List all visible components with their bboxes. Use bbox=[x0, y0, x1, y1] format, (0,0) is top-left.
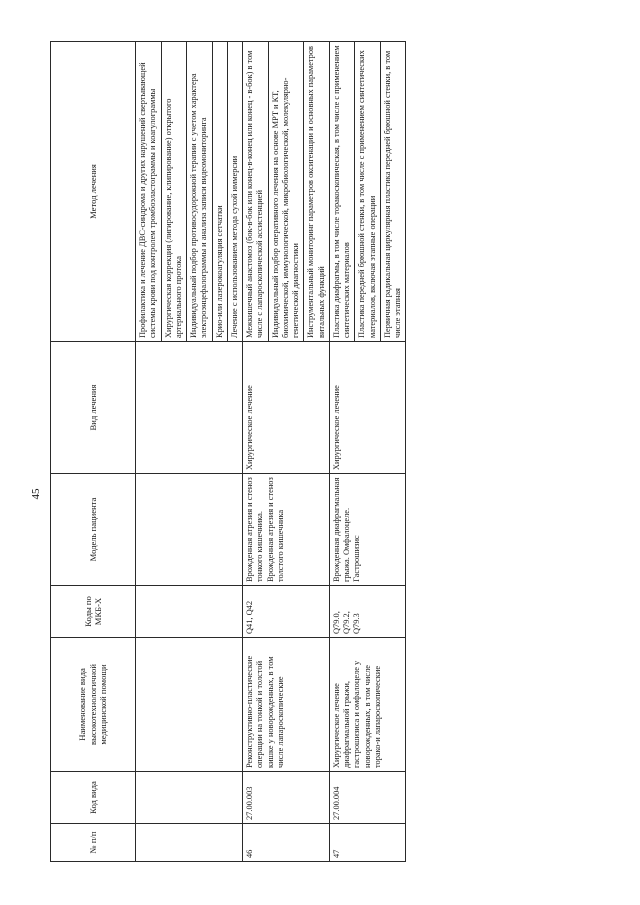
method-item: Индивидуальный подбор противосудорожной терапии с учетом характера электроэнцефалограммы и анализа записи видеомониторинга bbox=[186, 42, 212, 341]
cell-methods bbox=[136, 42, 243, 342]
header-icd: Коды по МКБ-X bbox=[51, 586, 136, 638]
cell-empty bbox=[136, 586, 243, 638]
cell-empty bbox=[136, 638, 243, 772]
cell-name: Реконструктивно-пластические операции на тонкой и толстой кишке у новорожденных, в том числе лапароскопические bbox=[243, 638, 330, 772]
header-num: № п/п bbox=[51, 824, 136, 862]
header-code: Код вида bbox=[51, 772, 136, 824]
header-name: Наименование вида высокотехнологичной медицинской помощи bbox=[51, 638, 136, 772]
cell-model: Врожденная диафрагмальная грыжа. Омфалоцеле. Гастрошизис bbox=[329, 474, 406, 586]
rotated-page-content bbox=[50, 42, 590, 862]
header-model: Модель пациента bbox=[51, 474, 136, 586]
cell-icd: Q41, Q42 bbox=[243, 586, 330, 638]
table-row-46 bbox=[243, 42, 330, 862]
cell-code: 27.00.004 bbox=[329, 772, 406, 824]
method-item: Профилактика и лечение ДВС-синдрома и других нарушений свертывающей системы крови под контролем тромбоэластограммы и коагулограммы bbox=[138, 62, 158, 338]
cell-empty bbox=[136, 824, 243, 862]
cell-methods bbox=[243, 42, 330, 342]
header-treatment-type: Вид лечения bbox=[51, 342, 136, 474]
method-item: Лечение с использованием метода сухой иммерсии bbox=[227, 42, 242, 341]
cell-empty bbox=[136, 474, 243, 586]
cell-num: 47 bbox=[329, 824, 406, 862]
method-item: Пластика передней брюшной стенки, в том числе с применением синтетических материалов, включая этапные операции bbox=[354, 42, 380, 341]
cell-methods bbox=[329, 42, 406, 342]
method-item: Хирургическая коррекция (лигирование, клипирование) открытого артериального протока bbox=[161, 42, 187, 341]
method-item: Межкишечный анастомоз (бок-в-бок или конец-в-конец или конец - в-бок) в том числе с лапароскопической ассистенцией bbox=[245, 50, 265, 338]
method-item: Пластика диафрагмы, в том числе торакоскопическая, в том числе с применением синтетических материалов bbox=[331, 45, 351, 338]
header-row bbox=[51, 42, 136, 862]
table-row-47 bbox=[329, 42, 406, 862]
method-item: Первичная радикальная циркулярная пластика передней брюшной стенки, в том числе этапная bbox=[380, 42, 406, 341]
cell-icd: Q79.0, Q79.2, Q79.3 bbox=[329, 586, 406, 638]
cell-code: 27.00.003 bbox=[243, 772, 330, 824]
cell-num: 46 bbox=[243, 824, 330, 862]
cell-empty bbox=[136, 342, 243, 474]
method-item: Инструментальный мониторинг параметров оксигенации и основных параметров витальных функций bbox=[303, 42, 329, 341]
method-item: Индивидуальный подбор оперативного лечения на основе МРТ и КТ, биохимической, иммунологической, микробиологической, молекулярно-генетической диагностики bbox=[268, 42, 304, 341]
cell-treatment-type: Хирургическое лечение bbox=[329, 342, 406, 474]
cell-model: Врожденная атрезия и стеноз тонкого кишечника. Врожденная атрезия и стеноз толстого кишечника bbox=[243, 474, 330, 586]
services-table bbox=[50, 41, 406, 862]
method-item: Крио-или лазерокоагуляция сетчатки bbox=[212, 42, 227, 341]
cell-treatment-type: Хирургическое лечение bbox=[243, 342, 330, 474]
header-method: Метод лечения bbox=[51, 42, 136, 342]
cell-name: Хирургическое лечение диафрагмальной грыжи, гастрошизиса и омфалоцеле у новорожденных, в том числе торако-и лапароскопические bbox=[329, 638, 406, 772]
page-number: 45 bbox=[30, 488, 42, 500]
continuation-row bbox=[136, 42, 243, 862]
cell-empty bbox=[136, 772, 243, 824]
